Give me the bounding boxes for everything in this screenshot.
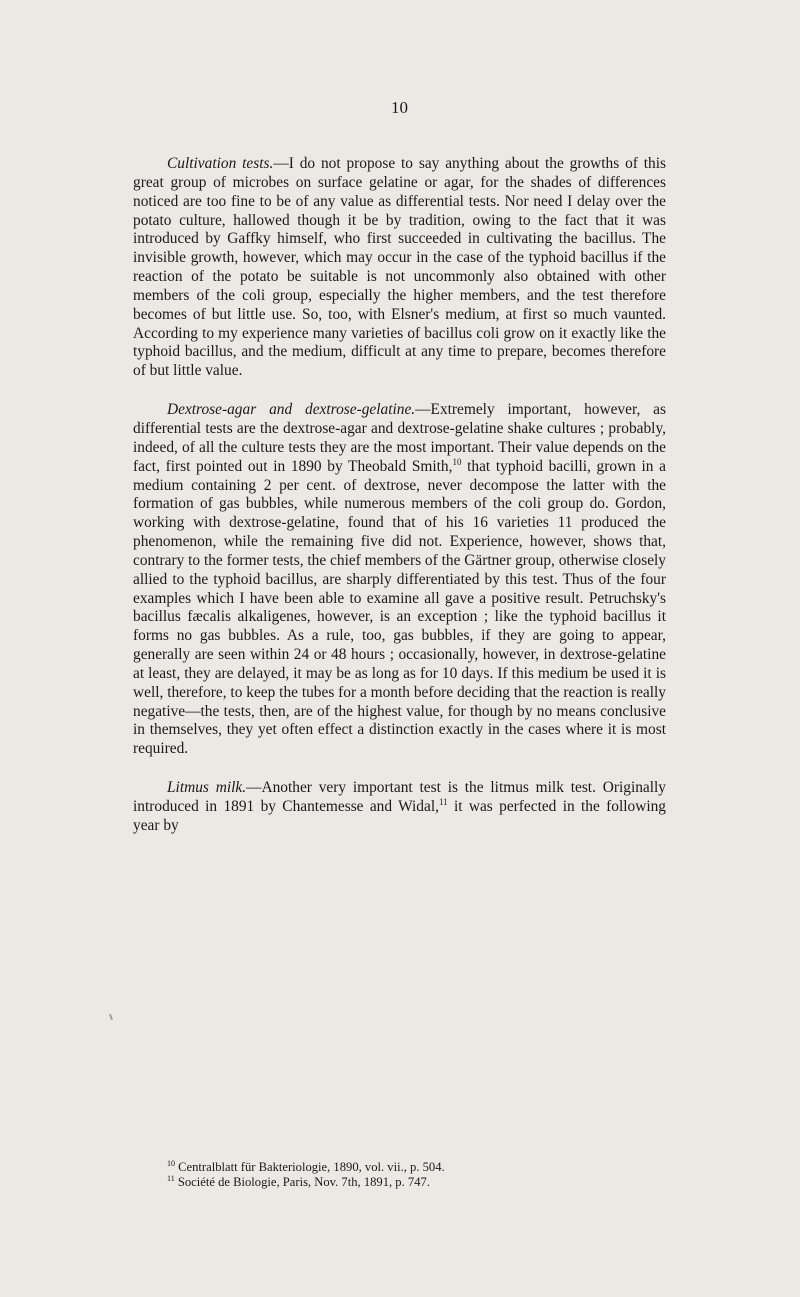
footnote-number: 10 — [167, 1159, 175, 1168]
paragraph-text: that typhoid bacilli, grown in a medium containing 2 per cent. of dextrose, never decompose the latter with the formation of gas bubbles, while numerous members of the coli group do. Gordon, working with dextrose-gelatine, found that of his 16 varieties 11 produced the phenomenon, while the remaining five did not. Experience, however, shows that, contrary to the former tests, the chief members of the Gärtner group, otherwise closely allied to the typhoid bacillus, are sharply differentiated by this test. Thus of the four examples which I have been able to examine all gave a positive result. Petruchsky's bacillus fæcalis alkaligenes, however, is an exception ; like the typhoid bacillus it forms no gas bubbles. As a rule, too, gas bubbles, if they are going to appear, generally are seen within 24 or 48 hours ; occasionally, however, in dextrose-gelatine at least, they are delayed, it may be as long as for 10 days. If this medium be used it is well, therefore, to keep the tubes for a month before deciding that the reaction is really negative—the tests, then, are of the highest value, for though by no means conclusive in themselves, they yet often effect a distinction exactly in the cases where it is most required. — [133, 457, 666, 758]
footnote-number: 11 — [167, 1174, 175, 1183]
footnote-reference: 11 — [438, 797, 448, 807]
paragraph-litmus-milk — [133, 779, 666, 836]
footnote-text: Société de Biologie, Paris, Nov. 7th, 1891, p. 747. — [174, 1175, 430, 1189]
paragraph-text: —I do not propose to say anything about the growths of this great group of microbes on surface gelatine or agar, for the shades of differences noticed are too fine to be of any value as differential tests. Nor need I delay over the potato culture, hallowed though it be by tradition, owing to the fact that it was introduced by Gaffky himself, who first succeeded in cultivating the bacillus. The invisible growth, however, which may occur in the case of the typhoid bacillus if the reaction of the potato be suitable is not uncommonly also obtained with other members of the coli group, especially the higher members, and the test therefore becomes of but little use. So, too, with Elsner's medium, at first so much vaunted. According to my experience many varieties of bacillus coli grow on it exactly like the typhoid bacillus, and the medium, difficult at any time to prepare, becomes therefore of but little value. — [133, 155, 666, 380]
footnote — [167, 1160, 666, 1175]
page-number: 10 — [391, 98, 408, 117]
paragraph-heading: Dextrose-agar and dextrose-gelatine. — [167, 401, 416, 419]
paragraph-heading: Cultivation tests. — [167, 155, 274, 172]
paragraph-text: it was perfected in the following year by — [133, 798, 667, 834]
footnote-reference: 10 — [452, 456, 462, 467]
footnotes — [167, 1160, 666, 1190]
paragraph-cultivation-tests — [133, 155, 666, 381]
paragraph-dextrose-agar — [133, 401, 666, 759]
body-text — [133, 155, 666, 836]
paragraph-text: —Another very important test is the litmus milk test. Originally introduced in 1891 by Chantemesse and Widal, — [133, 779, 667, 815]
paragraph-text: —Extremely important, however, as differential tests are the dextrose-agar and dextrose-gelatine shake cultures ; probably, indeed, of all the culture tests they are the most important. Their value depends on the fact, first pointed out in 1890 by Theobald Smith, — [133, 401, 667, 475]
footnote-text: Centralblatt für Bakteriologie, 1890, vol. vii., p. 504. — [175, 1160, 445, 1174]
paragraph-heading: Litmus milk. — [167, 779, 247, 797]
footnote — [167, 1175, 666, 1190]
margin-speck — [109, 1014, 113, 1020]
